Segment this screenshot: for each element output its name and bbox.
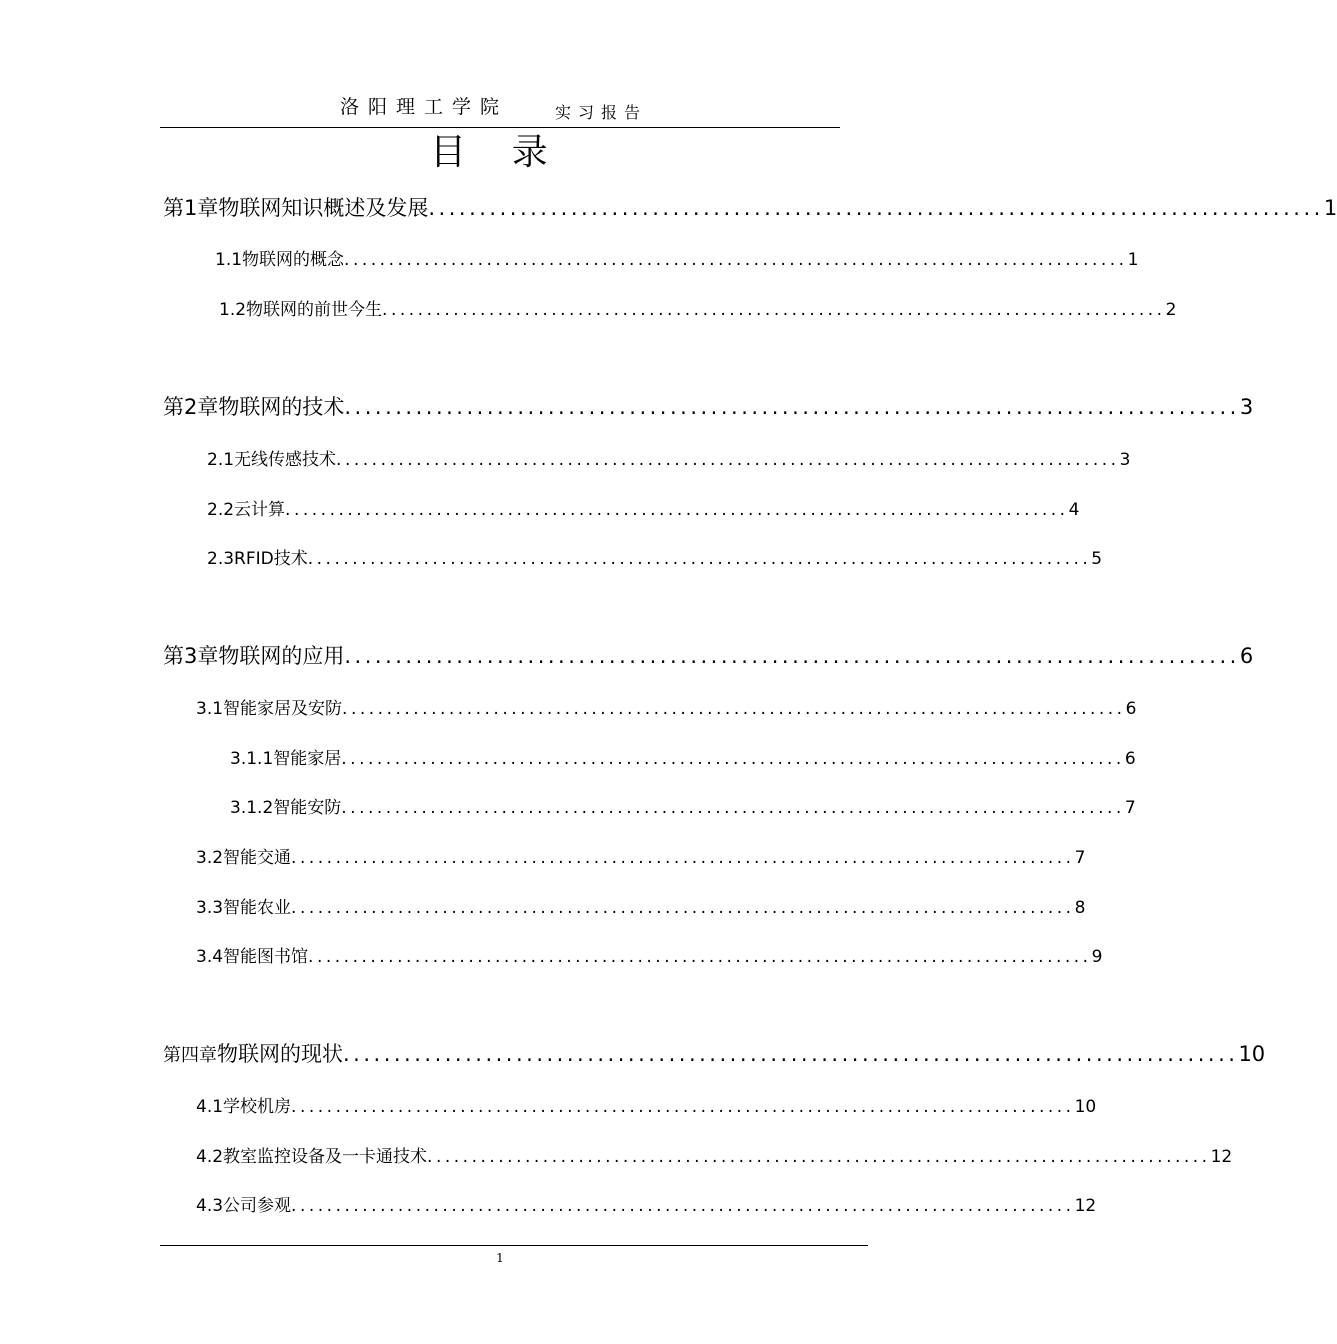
toc-entry-label: 物联网知识概述及发展 bbox=[218, 196, 429, 220]
toc-leader-dots: ........................................................................................ bbox=[343, 1042, 1239, 1066]
toc-entry-section-2-1[interactable] bbox=[207, 445, 1131, 470]
toc-entry-page: 5 bbox=[1091, 549, 1103, 569]
toc-entry-number: 第四章 bbox=[163, 1045, 217, 1066]
toc-leader-dots: ........................................................................................ bbox=[344, 250, 1128, 270]
toc-leader-dots: ........................................................................................ bbox=[344, 644, 1240, 668]
toc-leader-dots: ........................................................................................ bbox=[382, 300, 1166, 320]
toc-leader-dots: ........................................................................................ bbox=[336, 450, 1120, 470]
toc-entry-label: 物联网的技术 bbox=[218, 395, 345, 419]
toc-entry-page: 7 bbox=[1124, 798, 1136, 818]
toc-leader-dots: ........................................................................................ bbox=[341, 798, 1125, 818]
toc-entry-chapter-2[interactable] bbox=[163, 391, 1254, 421]
toc-leader-dots: ........................................................................................ bbox=[427, 1147, 1211, 1167]
toc-entry-number: 3.1.1 bbox=[230, 749, 274, 769]
toc-leader-dots: ........................................................................................ bbox=[291, 1196, 1075, 1216]
toc-entry-number: 2.3 bbox=[207, 549, 235, 569]
toc-entry-chapter-1[interactable] bbox=[163, 192, 1337, 222]
toc-entry-number: 3.4 bbox=[196, 947, 224, 967]
toc-entry-section-3-1-2[interactable] bbox=[230, 793, 1136, 818]
toc-entry-label: 智能图书馆 bbox=[223, 947, 309, 967]
toc-leader-dots: ........................................................................................ bbox=[285, 500, 1069, 520]
toc-entry-label: 物联网的概念 bbox=[242, 250, 345, 270]
toc-entry-label: 智能家居 bbox=[273, 749, 342, 769]
toc-entry-number: 4.3 bbox=[196, 1196, 224, 1216]
toc-entry-chapter-3[interactable] bbox=[163, 640, 1254, 670]
toc-entry-label: 智能交通 bbox=[223, 848, 292, 868]
toc-entry-number: 4.2 bbox=[196, 1147, 224, 1167]
toc-entry-page: 4 bbox=[1068, 500, 1080, 520]
footer-divider bbox=[160, 1245, 868, 1246]
toc-entry-label: 物联网的前世今生 bbox=[246, 300, 383, 320]
toc-entry-chapter-4[interactable] bbox=[163, 1038, 1266, 1068]
toc-entry-page: 3 bbox=[1239, 395, 1254, 419]
toc-leader-dots: ........................................................................................ bbox=[428, 196, 1324, 220]
toc-entry-section-4-2[interactable] bbox=[196, 1142, 1233, 1167]
toc-entry-number: 1.2 bbox=[219, 300, 247, 320]
toc-entry-page: 10 bbox=[1074, 1097, 1097, 1117]
toc-entry-section-4-3[interactable] bbox=[196, 1191, 1097, 1216]
toc-entry-number: 3.1.2 bbox=[230, 798, 274, 818]
toc-entry-page: 2 bbox=[1165, 300, 1177, 320]
toc-entry-page: 3 bbox=[1119, 450, 1131, 470]
toc-entry-number: 3.2 bbox=[196, 848, 224, 868]
toc-entry-number: 1.1 bbox=[215, 250, 243, 270]
toc-entry-page: 6 bbox=[1239, 644, 1254, 668]
toc-entry-label: 智能农业 bbox=[223, 898, 292, 918]
toc-entry-label: 云计算 bbox=[234, 500, 286, 520]
header-report-type: 实习报告 bbox=[555, 103, 648, 122]
toc-entry-section-3-1[interactable] bbox=[196, 694, 1137, 719]
toc-entry-page: 6 bbox=[1124, 749, 1136, 769]
toc-entry-page: 9 bbox=[1091, 947, 1103, 967]
toc-entry-section-2-3[interactable] bbox=[207, 544, 1103, 569]
toc-entry-number: 2.1 bbox=[207, 450, 235, 470]
header-school-name: 洛阳理工学院 bbox=[340, 96, 509, 118]
toc-entry-number: 2.2 bbox=[207, 500, 235, 520]
toc-leader-dots: ........................................................................................ bbox=[341, 749, 1125, 769]
toc-entry-label: 智能家居及安防 bbox=[223, 699, 343, 719]
toc-entry-label: RFID技术 bbox=[234, 549, 308, 569]
toc-entry-number: 4.1 bbox=[196, 1097, 224, 1117]
toc-entry-section-3-4[interactable] bbox=[196, 942, 1103, 967]
toc-entry-number: 第2章 bbox=[163, 395, 219, 419]
toc-title: 目 录 bbox=[430, 132, 548, 173]
toc-leader-dots: ........................................................................................ bbox=[342, 699, 1126, 719]
toc-entry-number: 第1章 bbox=[163, 196, 219, 220]
toc-entry-label: 学校机房 bbox=[223, 1097, 292, 1117]
toc-entry-number: 3.3 bbox=[196, 898, 224, 918]
toc-entry-page: 6 bbox=[1125, 699, 1137, 719]
toc-leader-dots: ........................................................................................ bbox=[344, 395, 1240, 419]
toc-leader-dots: ........................................................................................ bbox=[307, 549, 1092, 569]
toc-entry-page: 12 bbox=[1074, 1196, 1097, 1216]
toc-entry-section-3-3[interactable] bbox=[196, 893, 1086, 918]
toc-entry-number: 3.1 bbox=[196, 699, 224, 719]
toc-entry-section-4-1[interactable] bbox=[196, 1092, 1097, 1117]
toc-entry-page: 8 bbox=[1074, 898, 1086, 918]
toc-leader-dots: ........................................................................................ bbox=[308, 947, 1092, 967]
toc-entry-page: 1 bbox=[1323, 196, 1337, 220]
toc-leader-dots: ........................................................................................ bbox=[291, 1097, 1075, 1117]
toc-entry-label: 教室监控设备及一卡通技术 bbox=[223, 1147, 428, 1167]
toc-entry-section-1-2[interactable] bbox=[219, 295, 1177, 320]
toc-entry-label: 物联网的应用 bbox=[218, 644, 345, 668]
toc-entry-number: 第3章 bbox=[163, 644, 219, 668]
toc-entry-section-3-2[interactable] bbox=[196, 843, 1086, 868]
toc-entry-label: 物联网的现状 bbox=[217, 1042, 343, 1066]
toc-entry-page: 12 bbox=[1210, 1147, 1233, 1167]
toc-leader-dots: ........................................................................................ bbox=[291, 848, 1075, 868]
toc-entry-page: 10 bbox=[1238, 1042, 1266, 1066]
toc-entry-page: 7 bbox=[1074, 848, 1086, 868]
toc-entry-label: 公司参观 bbox=[223, 1196, 292, 1216]
toc-entry-section-1-1[interactable] bbox=[215, 245, 1139, 270]
toc-entry-page: 1 bbox=[1127, 250, 1139, 270]
page-number: 1 bbox=[496, 1251, 504, 1265]
toc-entry-label: 智能安防 bbox=[273, 798, 342, 818]
toc-leader-dots: ........................................................................................ bbox=[291, 898, 1075, 918]
toc-entry-section-3-1-1[interactable] bbox=[230, 744, 1136, 769]
toc-entry-label: 无线传感技术 bbox=[234, 450, 337, 470]
toc-entry-section-2-2[interactable] bbox=[207, 495, 1080, 520]
